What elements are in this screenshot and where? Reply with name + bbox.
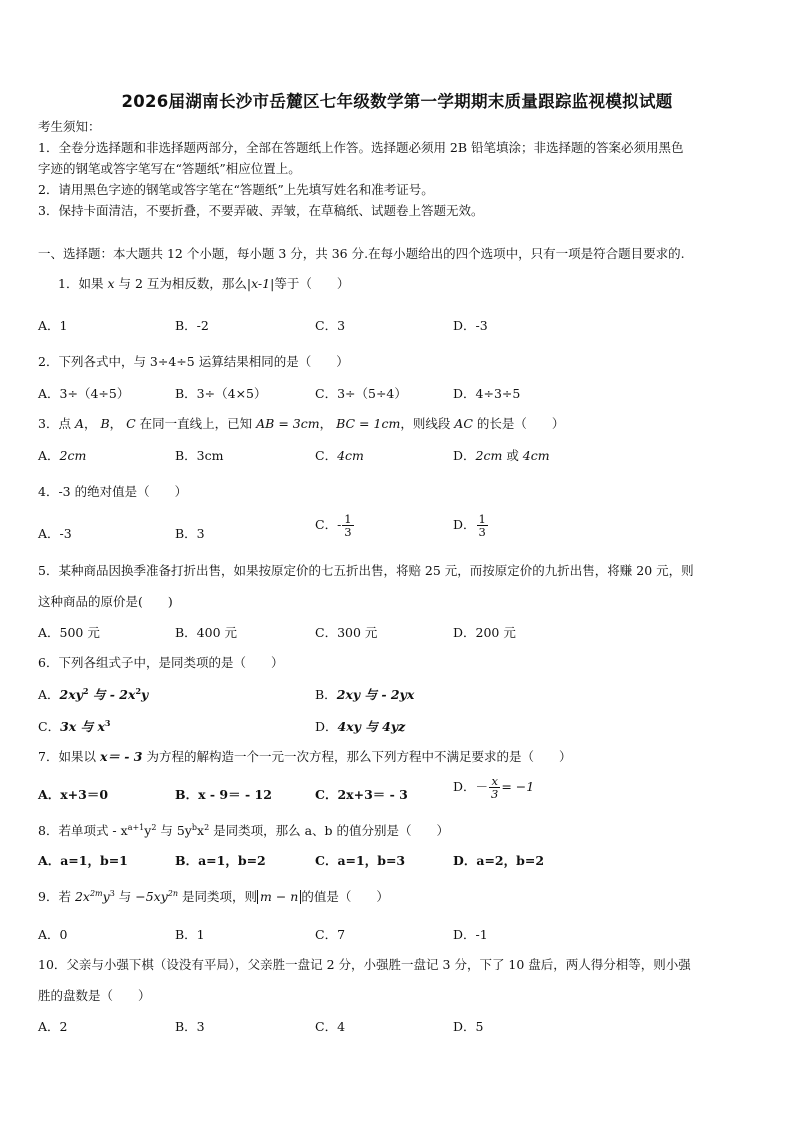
question-8-option-b: B．a=1，b=2 [175, 853, 266, 868]
fraction: $\frac{1}{3}$ [478, 512, 486, 539]
question-5-option-c: C．300 元 [315, 625, 378, 640]
question-5-stem-line-2: 这种商品的原价是( ) [38, 594, 173, 609]
question-10-option-c: C．4 [315, 1019, 346, 1034]
fraction: $\frac{x}{3}$ [491, 774, 499, 801]
question-10-stem-line-1: 10．父亲与小强下棋（设没有平局），父亲胜一盘记 2 分，小强胜一盘记 3 分，下了 10 盘后，两人得分相等，则小强 [38, 957, 691, 972]
question-8-stem: 8．若单项式 - $x^{a+1}y^2$ 与 $5y^bx^2$ 是同类项，那么 a、b 的值分别是（ ） [38, 822, 450, 838]
question-5-option-b: B．400 元 [175, 625, 238, 640]
question-6-stem: 6．下列各组式子中，是同类项的是（ ） [38, 655, 284, 670]
question-2-option-d: D．4÷3÷5 [453, 386, 521, 401]
question-9-option-c: C．7 [315, 927, 346, 942]
question-4-option-b: B．3 [175, 526, 205, 541]
question-5-stem-line-1: 5．某种商品因换季准备打折出售，如果按原定价的七五折出售，将赔 25 元，而按原定价的九折出售，将赚 20 元，则 [38, 563, 694, 578]
question-1-option-d: D．-3 [453, 318, 488, 333]
question-1-stem: 1．如果 x 与 2 互为相反数，那么|x-1|等于（ ） [58, 276, 350, 291]
question-7-stem: 7．如果以 x＝ - 3 为方程的解构造一个一元一次方程，那么下列方程中不满足要求的是（ ） [38, 749, 572, 764]
question-3-stem: 3．点 A， B， C 在同一直线上，已知 AB = 3cm， BC = 1cm，则线段 AC 的长是（ ） [38, 416, 565, 431]
question-3-option-a: A．2cm [38, 448, 87, 463]
question-6-option-b: B．2xy 与 - 2yx [315, 687, 415, 702]
question-10-stem-line-2: 胜的盘数是（ ） [38, 988, 151, 1003]
question-2-option-b: B．3÷（4×5） [175, 386, 267, 401]
question-10-option-d: D．5 [453, 1019, 484, 1034]
notice-item-1-line-2: 字迹的钢笔或答字笔写在“答题纸”相应位置上。 [38, 161, 301, 176]
question-1-option-c: C．3 [315, 318, 346, 333]
question-7-option-c: C．2x+3＝ - 3 [315, 787, 408, 802]
question-9-option-d: D．-1 [453, 927, 488, 942]
question-8-option-a: A．a=1，b=1 [38, 853, 128, 868]
question-3-option-d: D．2cm 或 4cm [453, 448, 550, 463]
question-10-option-a: A．2 [38, 1019, 68, 1034]
question-9-option-a: A．0 [38, 927, 68, 942]
notice-item-1-line-1: 1．全卷分选择题和非选择题两部分，全部在答题纸上作答。选择题必须用 2B 铅笔填涂；非选择题的答案必须用黑色 [38, 140, 684, 155]
notice-item-3: 3．保持卡面清洁，不要折叠，不要弄破、弄皱，在草稿纸、试题卷上答题无效。 [38, 203, 484, 218]
question-7-option-a: A．x+3＝0 [38, 787, 109, 802]
question-6-option-a: A．$2xy^2$ 与 - $2x^2y$ [38, 685, 149, 702]
question-9-stem: 9．若 $2x^{2m}y^3$ 与 $-5xy^{2n}$ 是同类项，则 m − n 的值是（ ） [38, 888, 389, 904]
question-8-option-c: C．a=1，b=3 [315, 853, 406, 868]
section-heading: 一、选择题：本大题共 12 个小题，每小题 3 分，共 36 分.在每小题给出的四个选项中，只有一项是符合题目要求的. [38, 246, 685, 261]
question-2-stem: 2．下列各式中，与 3÷4÷5 运算结果相同的是（ ） [38, 354, 349, 369]
question-4-stem: 4．-3 的绝对值是（ ） [38, 484, 188, 499]
question-6-option-d: D．4xy 与 4yz [315, 719, 406, 734]
page-title: 2026届湖南长沙市岳麓区七年级数学第一学期期末质量跟踪监视模拟试题 [121, 92, 673, 111]
question-7-option-d: D．－ $\frac{x}{3}$ = −1 [453, 774, 535, 801]
question-4-option-a: A．-3 [38, 526, 72, 541]
absolute-value: m − n [257, 890, 301, 904]
question-10-option-b: B．3 [175, 1019, 205, 1034]
question-8-option-d: D．a=2，b=2 [453, 853, 545, 868]
notice-heading: 考生须知： [38, 119, 101, 134]
question-1-option-a: A．1 [38, 318, 68, 333]
question-4-option-c: C．- $\frac{1}{3}$ [315, 512, 352, 539]
question-6-option-c: C．3x 与 $x^3$ [38, 717, 111, 734]
question-4-option-d: D． $\frac{1}{3}$ [453, 512, 486, 539]
question-3-option-c: C．4cm [315, 448, 364, 463]
question-1-option-b: B．-2 [175, 318, 209, 333]
question-2-option-c: C．3÷（5÷4） [315, 386, 407, 401]
question-3-option-b: B．3cm [175, 448, 224, 463]
notice-item-2: 2．请用黑色字迹的钢笔或答字笔在“答题纸”上先填写姓名和准考证号。 [38, 182, 434, 197]
question-7-option-b: B．x - 9＝ - 12 [175, 787, 272, 802]
question-5-option-d: D．200 元 [453, 625, 516, 640]
question-2-option-a: A．3÷（4÷5） [38, 386, 130, 401]
question-5-option-a: A．500 元 [38, 625, 100, 640]
question-9-option-b: B．1 [175, 927, 205, 942]
fraction: $\frac{1}{3}$ [344, 512, 352, 539]
